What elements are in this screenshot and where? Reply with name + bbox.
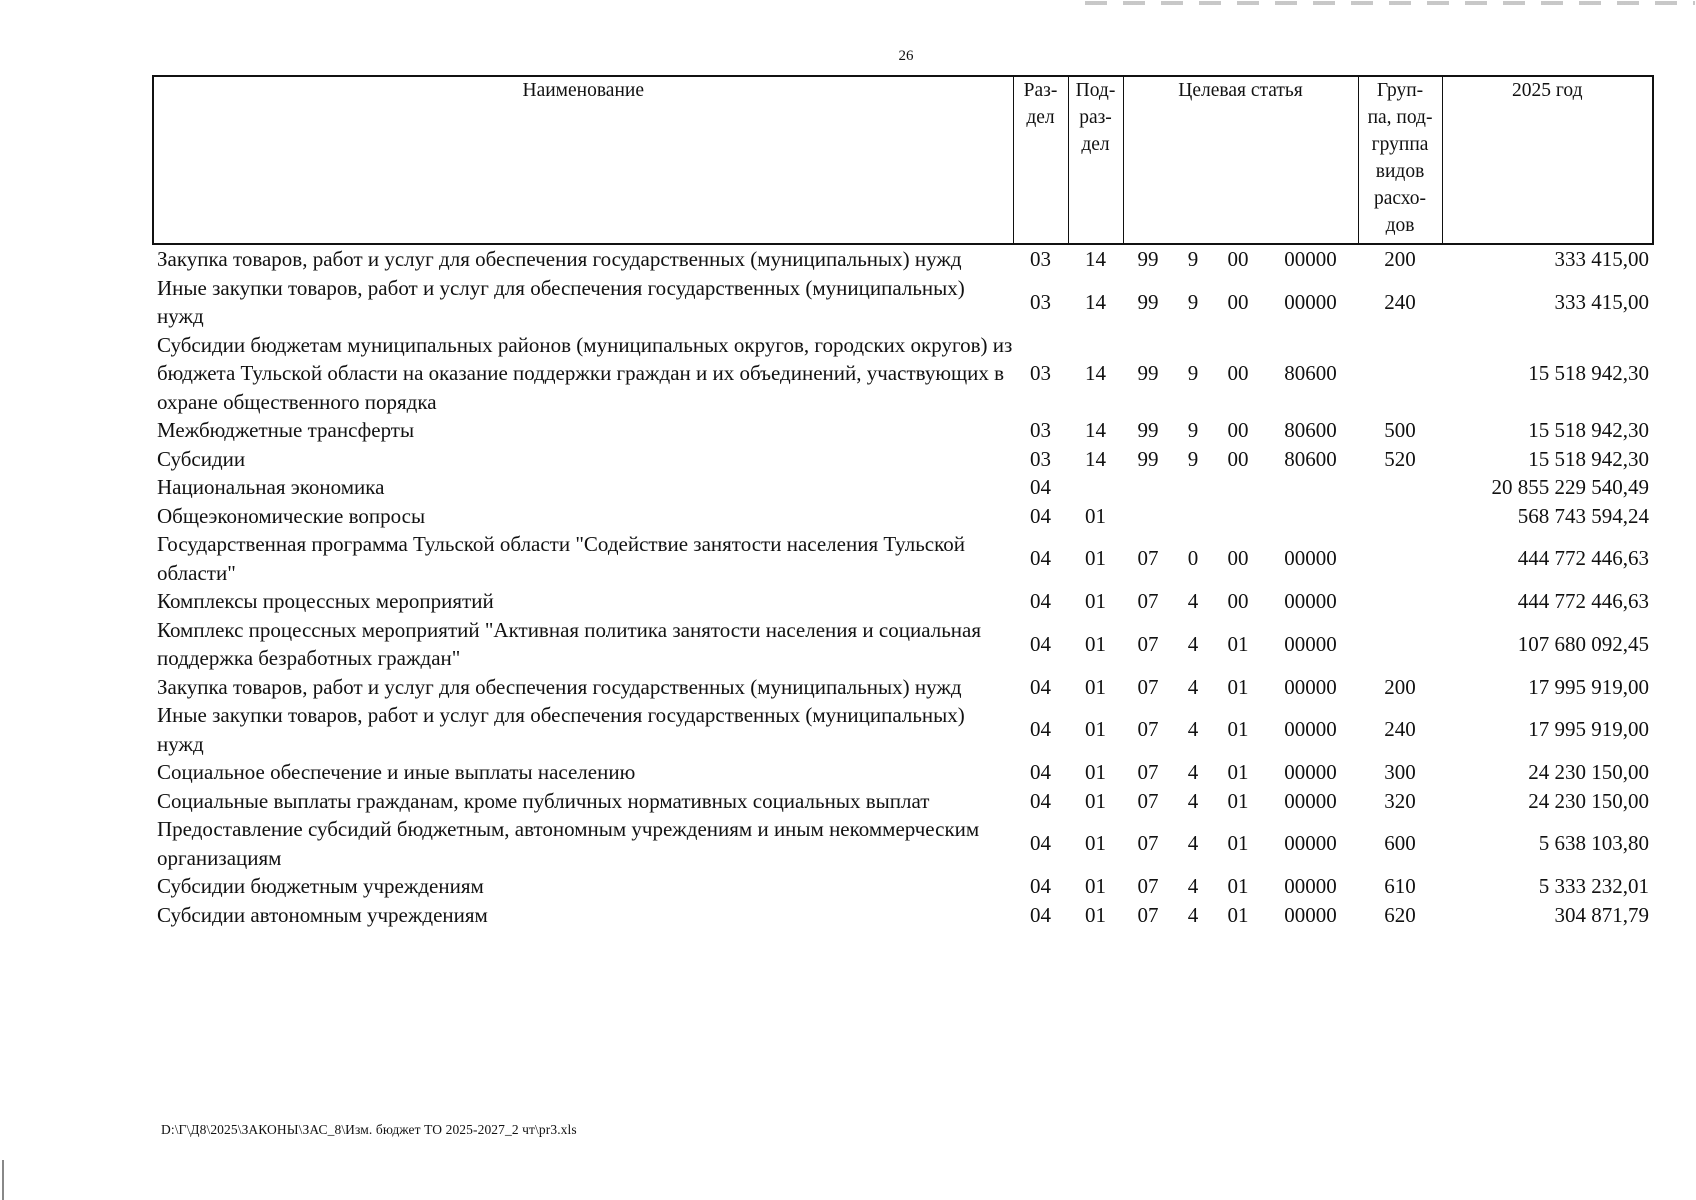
row-podrazdel: 01	[1085, 503, 1106, 528]
page-number: 26	[898, 48, 914, 64]
row-vid-rashodov	[1358, 331, 1442, 417]
row-razdel: 04	[1030, 674, 1051, 699]
row-razdel: 04	[1030, 631, 1051, 656]
row-razdel: 04	[1030, 475, 1051, 499]
row-name: Предоставление субсидий бюджетным, автономным учреждениям и иным некоммерческим организациям	[157, 817, 980, 870]
row-razdel: 04	[1030, 546, 1051, 571]
row-amount: 568 743 594,24	[1517, 503, 1650, 528]
row-celevaya-program: 07	[1137, 546, 1159, 571]
row-celevaya-program: 07	[1137, 831, 1159, 856]
row-celevaya-type: 9	[1187, 446, 1199, 471]
row-celevaya-program: 99	[1137, 418, 1159, 442]
row-celevaya-complex: 01	[1227, 631, 1249, 656]
table-row	[153, 872, 1653, 901]
row-celevaya-direction: 00000	[1284, 546, 1337, 571]
row-celevaya-type	[1173, 502, 1213, 531]
table-row	[153, 901, 1653, 930]
row-vid-rashodov: 200	[1384, 674, 1416, 699]
row-vid-rashodov	[1358, 587, 1442, 616]
row-celevaya-program: 07	[1137, 874, 1159, 898]
row-name: Общеэкономические вопросы	[157, 503, 426, 528]
row-celevaya-direction: 00000	[1284, 247, 1337, 271]
row-celevaya-type: 9	[1187, 247, 1199, 271]
table-body	[153, 244, 1653, 929]
row-celevaya-type: 4	[1187, 874, 1199, 898]
row-podrazdel: 14	[1085, 446, 1106, 471]
row-vid-rashodov: 240	[1384, 289, 1416, 314]
row-celevaya-program	[1123, 473, 1173, 502]
header-podrazdel: Под- раз- дел	[1068, 76, 1123, 244]
budget-table	[152, 75, 1654, 929]
row-celevaya-direction: 00000	[1284, 760, 1337, 784]
row-amount: 15 518 942,30	[1528, 446, 1650, 471]
row-vid-rashodov: 200	[1384, 247, 1416, 271]
row-celevaya-type: 0	[1187, 546, 1199, 571]
row-podrazdel: 01	[1085, 589, 1106, 613]
row-razdel: 03	[1030, 289, 1051, 314]
row-vid-rashodov: 300	[1384, 760, 1416, 784]
row-podrazdel: 14	[1085, 418, 1106, 442]
row-amount: 17 995 919,00	[1528, 674, 1650, 699]
table-row	[153, 587, 1653, 616]
row-podrazdel: 01	[1085, 760, 1106, 784]
row-celevaya-program: 07	[1137, 674, 1159, 699]
row-podrazdel: 01	[1085, 902, 1106, 927]
row-celevaya-type: 4	[1187, 631, 1199, 656]
row-vid-rashodov: 500	[1384, 418, 1416, 442]
row-vid-rashodov	[1358, 473, 1442, 502]
row-celevaya-program: 07	[1137, 717, 1159, 742]
row-name: Иные закупки товаров, работ и услуг для обеспечения государственных (муниципальных) нужд	[157, 275, 965, 328]
row-amount: 444 772 446,63	[1517, 589, 1650, 613]
row-celevaya-complex: 00	[1227, 589, 1249, 613]
table-row	[153, 758, 1653, 787]
table-row	[153, 331, 1653, 417]
row-podrazdel: 14	[1085, 247, 1106, 271]
row-celevaya-type: 4	[1187, 831, 1199, 856]
table-row	[153, 416, 1653, 445]
header-gruppa-vidov-rashodov: Груп- па, под- группа видов расхо- дов	[1358, 76, 1442, 244]
row-razdel: 03	[1030, 418, 1051, 442]
row-celevaya-complex	[1213, 473, 1263, 502]
row-celevaya-complex: 00	[1227, 418, 1249, 442]
row-celevaya-program: 99	[1137, 361, 1159, 385]
row-razdel: 04	[1030, 902, 1051, 927]
row-amount: 20 855 229 540,49	[1491, 475, 1650, 499]
table-row	[153, 701, 1653, 758]
row-celevaya-direction: 00000	[1284, 717, 1337, 742]
table-row	[153, 530, 1653, 587]
row-name: Иные закупки товаров, работ и услуг для обеспечения государственных (муниципальных) нужд	[157, 703, 965, 756]
row-vid-rashodov: 520	[1384, 446, 1416, 471]
table-row	[153, 616, 1653, 673]
row-celevaya-direction: 80600	[1284, 446, 1337, 471]
row-celevaya-complex: 00	[1227, 546, 1249, 571]
row-name: Субсидии автономным учреждениям	[157, 902, 488, 927]
row-razdel: 04	[1030, 503, 1051, 528]
row-name: Социальное обеспечение и иные выплаты населению	[157, 760, 636, 784]
table-row	[153, 787, 1653, 816]
row-celevaya-complex: 01	[1227, 717, 1249, 742]
row-celevaya-direction: 00000	[1284, 631, 1337, 656]
row-podrazdel: 01	[1085, 874, 1106, 898]
row-podrazdel: 01	[1085, 674, 1106, 699]
table-header	[153, 76, 1653, 244]
row-celevaya-type: 4	[1187, 760, 1199, 784]
row-amount: 5 638 103,80	[1538, 831, 1650, 856]
row-celevaya-program: 07	[1137, 631, 1159, 656]
row-celevaya-type	[1173, 473, 1213, 502]
row-celevaya-type: 9	[1187, 418, 1199, 442]
row-celevaya-complex: 00	[1227, 361, 1249, 385]
row-celevaya-direction: 00000	[1284, 589, 1337, 613]
row-celevaya-complex: 00	[1227, 289, 1249, 314]
row-name: Комплекс процессных мероприятий "Активная политика занятости населения и социальная поддержка безработных граждан"	[157, 617, 981, 670]
row-celevaya-program: 07	[1137, 760, 1159, 784]
row-razdel: 04	[1030, 589, 1051, 613]
row-name: Национальная экономика	[157, 475, 385, 499]
row-celevaya-complex: 01	[1227, 902, 1249, 927]
row-name: Закупка товаров, работ и услуг для обеспечения государственных (муниципальных) нужд	[157, 247, 962, 271]
row-celevaya-type: 4	[1187, 717, 1199, 742]
row-name: Государственная программа Тульской области "Содействие занятости населения Тульской области"	[157, 532, 965, 585]
row-vid-rashodov	[1358, 530, 1442, 587]
row-vid-rashodov: 320	[1384, 788, 1416, 813]
row-celevaya-complex	[1213, 502, 1263, 531]
scan-artifact-dashes	[1085, 1, 1695, 5]
row-celevaya-program: 99	[1137, 289, 1159, 314]
row-razdel: 03	[1030, 446, 1051, 471]
row-razdel: 04	[1030, 717, 1051, 742]
row-amount: 333 415,00	[1554, 289, 1650, 314]
row-name: Комплексы процессных мероприятий	[157, 589, 494, 613]
row-razdel: 04	[1030, 760, 1051, 784]
row-vid-rashodov	[1358, 502, 1442, 531]
row-celevaya-direction: 00000	[1284, 788, 1337, 813]
row-celevaya-direction: 00000	[1284, 674, 1337, 699]
row-celevaya-type: 9	[1187, 361, 1199, 385]
row-razdel: 03	[1030, 247, 1051, 271]
row-celevaya-direction: 80600	[1284, 361, 1337, 385]
row-podrazdel	[1068, 473, 1123, 502]
footer-file-path: D:\Г\Д8\2025\ЗАКОНЫ\ЗАС_8\Изм. бюджет ТО 2025-2027_2 чт\pr3.xls	[161, 1122, 577, 1137]
row-podrazdel: 01	[1085, 717, 1106, 742]
row-razdel: 04	[1030, 831, 1051, 856]
row-name: Субсидии бюджетам муниципальных районов (муниципальных округов, городских округов) из бюджета Тульской области на оказание поддержки граждан и их объединений, участвующих в охране общественного порядка	[157, 332, 1013, 414]
row-amount: 24 230 150,00	[1528, 788, 1650, 813]
row-amount: 304 871,79	[1554, 902, 1650, 927]
row-name: Закупка товаров, работ и услуг для обеспечения государственных (муниципальных) нужд	[157, 674, 962, 699]
row-celevaya-complex: 00	[1227, 247, 1249, 271]
row-celevaya-direction: 00000	[1284, 831, 1337, 856]
row-podrazdel: 01	[1085, 546, 1106, 571]
row-celevaya-complex: 01	[1227, 831, 1249, 856]
row-amount: 15 518 942,30	[1528, 361, 1650, 385]
row-vid-rashodov: 620	[1384, 902, 1416, 927]
row-celevaya-complex: 01	[1227, 674, 1249, 699]
row-vid-rashodov	[1358, 616, 1442, 673]
row-celevaya-direction: 80600	[1284, 418, 1337, 442]
row-celevaya-complex: 01	[1227, 874, 1249, 898]
table-row	[153, 815, 1653, 872]
row-amount: 333 415,00	[1554, 247, 1650, 271]
scan-artifact-edge	[2, 1160, 4, 1200]
row-amount: 5 333 232,01	[1538, 874, 1650, 898]
table-row	[153, 673, 1653, 702]
table-row	[153, 502, 1653, 531]
row-razdel: 04	[1030, 874, 1051, 898]
row-celevaya-program: 07	[1137, 902, 1159, 927]
table-row	[153, 473, 1653, 502]
row-celevaya-type: 4	[1187, 674, 1199, 699]
row-celevaya-direction	[1263, 502, 1358, 531]
row-name: Субсидии бюджетным учреждениям	[157, 874, 484, 898]
row-celevaya-direction	[1263, 473, 1358, 502]
row-podrazdel: 14	[1085, 289, 1106, 314]
row-celevaya-program: 07	[1137, 589, 1159, 613]
row-podrazdel: 01	[1085, 788, 1106, 813]
table-row	[153, 244, 1653, 274]
row-amount: 24 230 150,00	[1528, 760, 1650, 784]
row-celevaya-program	[1123, 502, 1173, 531]
row-vid-rashodov: 240	[1384, 717, 1416, 742]
row-amount: 444 772 446,63	[1517, 546, 1650, 571]
row-amount: 107 680 092,45	[1517, 631, 1650, 656]
row-celevaya-complex: 00	[1227, 446, 1249, 471]
table-row	[153, 445, 1653, 474]
row-razdel: 04	[1030, 788, 1051, 813]
row-celevaya-complex: 01	[1227, 760, 1249, 784]
row-podrazdel: 01	[1085, 831, 1106, 856]
row-celevaya-complex: 01	[1227, 788, 1249, 813]
row-celevaya-program: 99	[1137, 247, 1159, 271]
row-celevaya-program: 99	[1137, 446, 1159, 471]
row-amount: 17 995 919,00	[1528, 717, 1650, 742]
row-celevaya-direction: 00000	[1284, 902, 1337, 927]
row-celevaya-program: 07	[1137, 788, 1159, 813]
row-celevaya-direction: 00000	[1284, 289, 1337, 314]
row-podrazdel: 01	[1085, 631, 1106, 656]
row-celevaya-type: 9	[1187, 289, 1199, 314]
header-name: Наименование	[153, 76, 1013, 244]
row-celevaya-direction: 00000	[1284, 874, 1337, 898]
row-name: Межбюджетные трансферты	[157, 418, 415, 442]
row-podrazdel: 14	[1085, 361, 1106, 385]
row-vid-rashodov: 600	[1384, 831, 1416, 856]
row-celevaya-type: 4	[1187, 589, 1199, 613]
row-name: Социальные выплаты гражданам, кроме публичных нормативных социальных выплат	[157, 788, 930, 813]
row-amount: 15 518 942,30	[1528, 418, 1650, 442]
header-year-2025: 2025 год	[1442, 76, 1653, 244]
row-name: Субсидии	[157, 446, 246, 471]
header-razdel: Раз- дел	[1013, 76, 1068, 244]
row-celevaya-type: 4	[1187, 788, 1199, 813]
table-row	[153, 274, 1653, 331]
row-celevaya-type: 4	[1187, 902, 1199, 927]
row-vid-rashodov: 610	[1384, 874, 1416, 898]
header-celevaya-statya: Целевая статья	[1123, 76, 1358, 244]
row-razdel: 03	[1030, 361, 1051, 385]
